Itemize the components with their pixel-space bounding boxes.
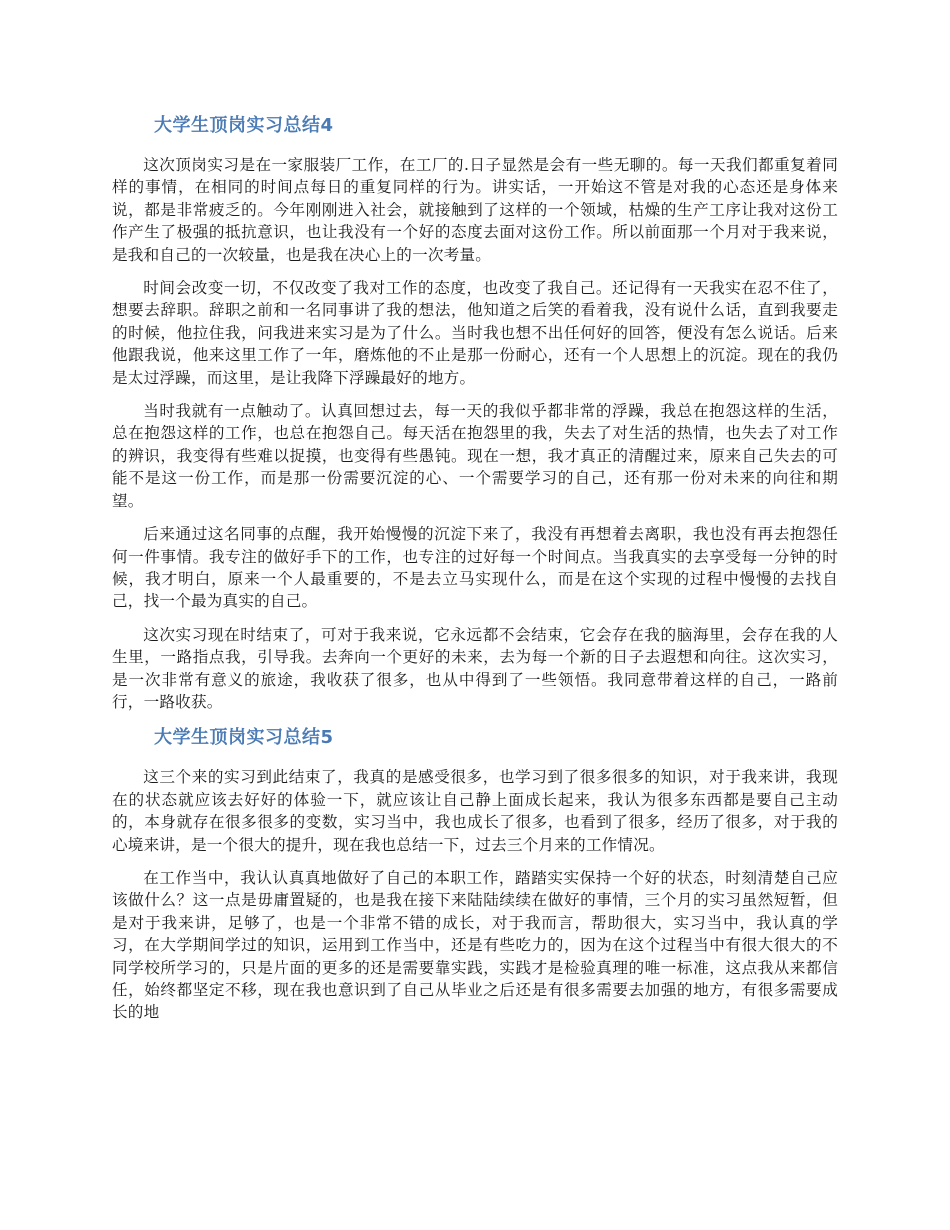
document-page xyxy=(112,112,838,1035)
paragraph: 时间会改变一切，不仅改变了我对工作的态度，也改变了我自己。还记得有一天我实在忍不住了，想要去辞职。辞职之前和一名同事讲了我的想法，他知道之后笑的看着我，没有说什么话，直到我要走的时候，他拉住我，问我进来实习是为了什么。当时我也想不出任何好的回答，便没有怎么说话。后来他跟我说，他来这里工作了一年，磨炼他的不止是那一份耐心，还有一个人思想上的沉淀。现在的我仍是太过浮躁，而这里，是让我降下浮躁最好的地方。 xyxy=(112,279,838,387)
summary-section-4 xyxy=(112,112,838,713)
paragraph: 后来通过这名同事的点醒，我开始慢慢的沉淀下来了，我没有再想着去离职，我也没有再去抱怨任何一件事情。我专注的做好手下的工作，也专注的过好每一个时间点。当我真实的去享受每一分钟的时候，我才明白，原来一个人最重要的，不是去立马实现什么，而是在这个实现的过程中慢慢的去找自己，找一个最为真实的自己。 xyxy=(112,525,838,611)
paragraph: 这次实习现在时结束了，可对于我来说，它永远都不会结束，它会存在我的脑海里，会存在我的人生里，一路指点我，引导我。去奔向一个更好的未来，去为每一个新的日子去遐想和向往。这次实习，是一次非常有意义的旅途，我收获了很多，也从中得到了一些领悟。我同意带着这样的自己，一路前行，一路收获。 xyxy=(112,625,838,711)
paragraph: 在工作当中，我认认真真地做好了自己的本职工作，踏踏实实保持一个好的状态，时刻清楚自己应该做什么？这一点是毋庸置疑的，也是我在接下来陆陆续续在做好的事情，三个月的实习虽然短暂，但是对于我来讲，足够了，也是一个非常不错的成长，对于我而言，帮助很大，实习当中，我认真的学习，在大学期间学过的知识，运用到工作当中，还是有些吃力的，因为在这个过程当中有很大很大的不同学校所学习的，只是片面的更多的还是需要靠实践，实践才是检验真理的唯一标准，这点我从来都信任，始终都坚定不移，现在我也意识到了自己从毕业之后还是有很多需要去加强的地方，有很多需要成长的地 xyxy=(112,868,838,1022)
section-heading: 大学生顶岗实习总结4 xyxy=(154,115,334,136)
summary-section-5 xyxy=(112,724,838,1023)
section-heading: 大学生顶岗实习总结5 xyxy=(154,727,334,749)
paragraph: 当时我就有一点触动了。认真回想过去，每一天的我似乎都非常的浮躁，我总在抱怨这样的生活，总在抱怨这样的工作，也总在抱怨自己。每天活在抱怨里的我，失去了对生活的热情，也失去了对工作的辨识，我变得有些难以捉摸，也变得有些愚钝。现在一想，我才真正的清醒过来，原来自己失去的可能不是这一份工作，而是那一份需要沉淀的心、一个需要学习的自己，还有那一份对未来的向往和期望。 xyxy=(112,402,838,510)
paragraph: 这三个来的实习到此结束了，我真的是感受很多，也学习到了很多很多的知识，对于我来讲，我现在的状态就应该去好好的体验一下，就应该让自己静上面成长起来，我认为很多东西都是要自己主动的，本身就存在很多很多的变数，实习当中，我也成长了很多，也看到了很多，经历了很多，对于我的心境来讲，是一个很大的提升，现在我也总结一下，过去三个月来的工作情况。 xyxy=(112,768,838,854)
paragraph: 这次顶岗实习是在一家服装厂工作，在工厂的.日子显然是会有一些无聊的。每一天我们都重复着同样的事情，在相同的时间点每日的重复同样的行为。讲实话，一开始这不管是对我的心态还是身体来说，都是非常疲乏的。今年刚刚进入社会，就接触到了这样的一个领域，枯燥的生产工序让我对这份工作产生了极强的抵抗意识，也让我没有一个好的态度去面对这份工作。所以前面那一个月对于我来说，是我和自己的一次较量，也是我在决心上的一次考量。 xyxy=(112,156,838,264)
